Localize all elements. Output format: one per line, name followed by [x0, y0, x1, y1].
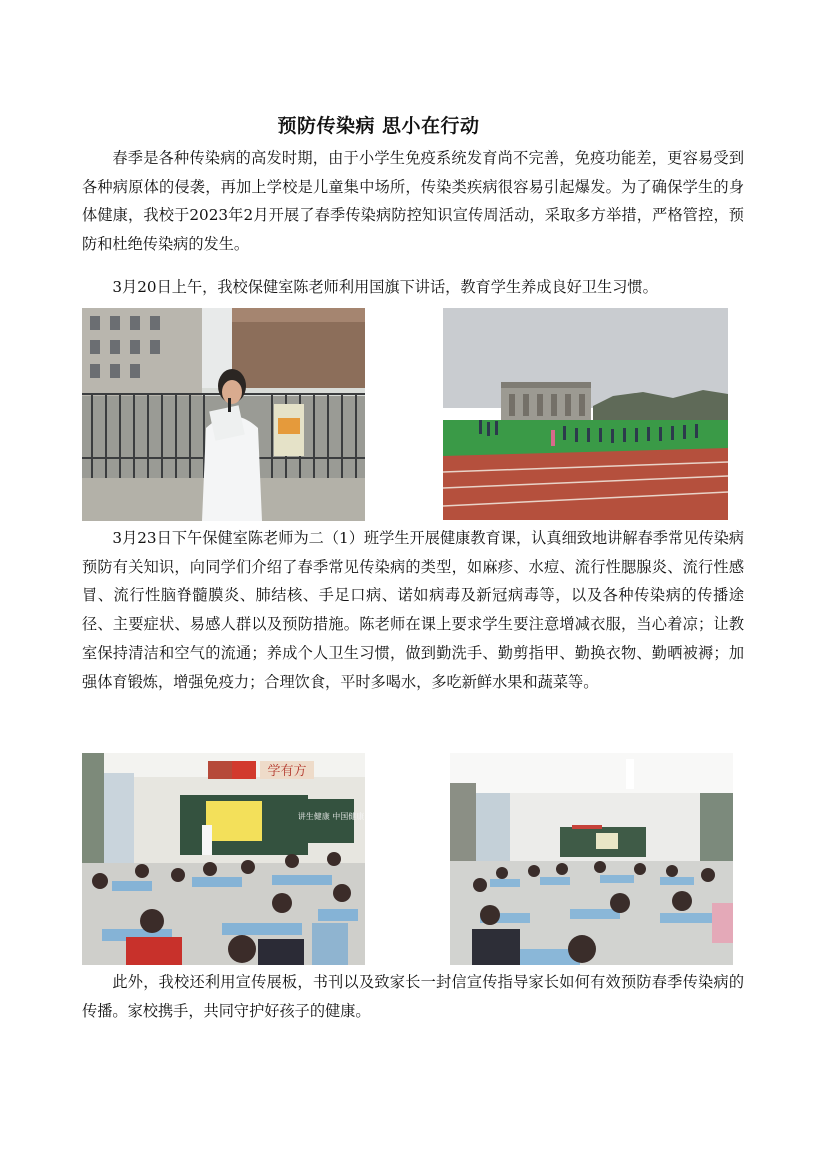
teacher-speech-photo: [82, 308, 365, 521]
classroom-banner-text: 学有方: [267, 764, 307, 779]
lesson-paragraph: 3月23日下午保健室陈老师为二（1）班学生开展健康教育课，认真细致地讲解春季常见传染病预防有关知识，向同学们介绍了春季常见传染病的类型，如麻疹、水痘、流行性腮腺炎、流行性感冒、流行性脑脊髓膜炎、肺结核、手足口病、诺如病毒及新冠病毒等，以及各种传染病的传播途径、主要症状、易感人群以及预防措施。陈老师在课上要求学生要注意增减衣服，当心着凉；让教室保持清洁和空气的流通；养成个人卫生习惯，做到勤洗手、勤剪指甲、勤换衣物、勤晒被褥；加强体育锻炼，增强免疫力；合理饮食，平时多喝水，多吃新鲜水果和蔬菜等。: [82, 529, 744, 691]
page-title: 预防传染病 思小在行动: [277, 115, 480, 137]
intro-paragraph: 春季是各种传染病的高发时期，由于小学生免疫系统发育尚不完善，免疫功能差，更容易受到各种病原体的侵袭，再加上学校是儿童集中场所，传染类疾病很容易引起爆发。为了确保学生的身体健康，我校于2023年2月开展了春季传染病防控知识宣传周活动，采取多方举措，严格管控，预防和杜绝传染病的发生。: [82, 149, 744, 254]
playground-assembly-photo: [443, 308, 728, 520]
closing-paragraph: 此外，我校还利用宣传展板，书刊以及致家长一封信宣传指导家长如何有效预防春季传染病的传播。家校携手，共同守护好孩子的健康。: [82, 973, 744, 1020]
speech-paragraph: 3月20日上午，我校保健室陈老师利用国旗下讲话，教育学生养成良好卫生习惯。: [112, 278, 658, 296]
classroom-lesson-photo-1: [82, 753, 365, 965]
classroom-board-text: 讲生健康 中国健康: [297, 812, 365, 821]
classroom-lesson-photo-2: [450, 753, 733, 965]
